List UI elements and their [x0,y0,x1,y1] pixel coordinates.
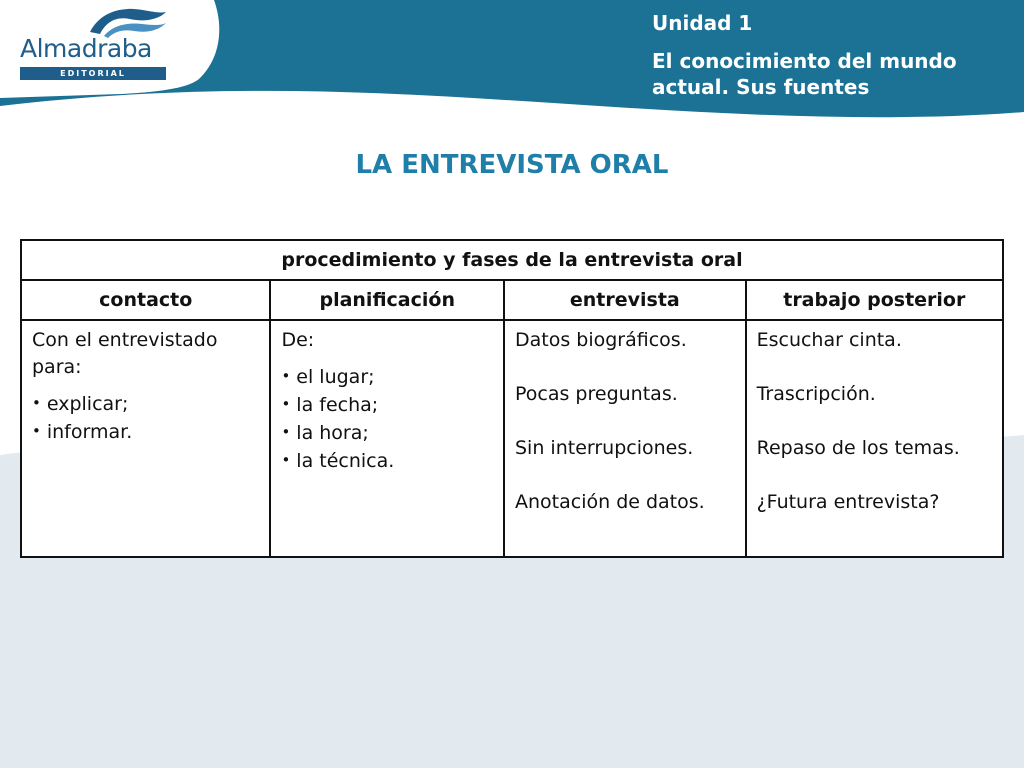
cell-entrevista [504,320,746,557]
trabajo-posterior-line: Trascripción. [756,383,876,405]
entrevista-line: Datos biográficos. [515,329,687,351]
list-item: • la hora; [281,420,493,448]
logo-wordmark: Almadraba [20,34,152,63]
column-header-entrevista: entrevista [504,280,746,320]
list-item: • la fecha; [281,392,493,420]
contacto-intro: Con el entrevistado para: [32,329,218,378]
cell-trabajo-posterior [746,320,1003,557]
unit-number: Unidad 1 [652,11,753,35]
list-item: • la técnica. [281,448,493,476]
list-item: • informar. [32,419,259,447]
cell-planificacion [270,320,504,557]
planificacion-list [281,364,493,476]
column-header-planificacion: planificación [270,280,504,320]
cell-contacto [21,320,270,557]
table-caption: procedimiento y fases de la entrevista oral [21,240,1003,280]
trabajo-posterior-line: ¿Futura entrevista? [756,491,940,513]
column-header-trabajo-posterior: trabajo posterior [746,280,1003,320]
unit-title: El conocimiento del mundo actual. Sus fuentes [652,49,957,99]
list-item: • explicar; [32,391,259,419]
unit-header [652,10,1012,100]
table-row [21,320,1003,557]
table-header-row [21,280,1003,320]
planificacion-intro: De: [281,329,315,351]
procedure-table [20,239,1004,558]
almadraba-logo [18,6,168,80]
list-item: • el lugar; [281,364,493,392]
table-caption-row [21,240,1003,280]
trabajo-posterior-line: Repaso de los temas. [756,437,960,459]
contacto-list [32,391,259,447]
trabajo-posterior-line: Escuchar cinta. [756,329,902,351]
logo-publisher: EDITORIAL [20,67,166,80]
entrevista-line: Sin interrupciones. [515,437,694,459]
entrevista-line: Anotación de datos. [515,491,705,513]
entrevista-line: Pocas preguntas. [515,383,678,405]
column-header-contacto: contacto [21,280,270,320]
slide-title: LA ENTREVISTA ORAL [355,150,669,180]
